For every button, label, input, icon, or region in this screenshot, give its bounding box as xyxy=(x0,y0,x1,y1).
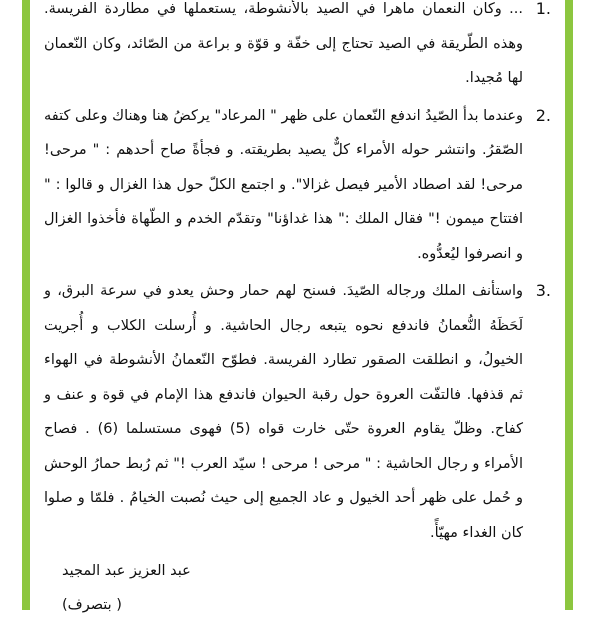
author-name: عبد العزيز عبد المجيد xyxy=(62,563,191,579)
paragraph-text: وعندما بدأ الصّيدُ اندفع النّعمان على ظهر " المرعاد" يركضُ هنا وهناك وعلى كتفه الصّقرُ. وانتشر حوله الأمراء كلٌّ يصيد بطريقته. و فجأةً صاح أحدهم : " مرحى! مرحى! لقد اصطاد الأمير فيصل غزالا". و اجتمع الكلّ حول هذا الغزال و قالوا : " افتتاح ميمون !" فقال الملك :" هذا غداؤنا" وتقدّم الخدم و الطّهاة فأخذوا الغزال و انصرفوا ليُعدُّوه. xyxy=(44,107,523,262)
paragraph-1 xyxy=(44,0,551,96)
adaptation-note: ( بتصرف) xyxy=(62,597,122,613)
paragraph-number: 2. xyxy=(535,105,551,125)
paragraph-number: 3. xyxy=(535,281,551,300)
paragraph-text: واستأنف الملك ورجاله الصّيدَ. فسنح لهم حمار وحش يعدو في سرعة البرق، و لَحَظَهُ النُّعمانُ فاندفع نحوه يتبعه رجال الحاشية. و أُرسلت الكلاب و أُجريت الخيولُ، و انطلقت الصقور تطارد الفريسة. فطوّح النّعمانُ الأنشوطة في الهواء ثم قذفها. فالتفّت العروة حول رقبة الحيوان فاندفع هذا الإمام في قوة و عنف و كفاح. وظلّ يقاوم العروة حتّى خارت قواه (5) فهوى مستسلما (6) . فصاح الأمراء و رجال الحاشية : " مرحى ! مرحى ! سيّد العرب !" ثم رُبط حمارُ الوحش و حُمل على ظهر أحد الخيول و عاد الجميع إلى حيث نُصبت الخيامُ . فلمّا و صلوا كان الغداء مهيّأً. xyxy=(44,283,523,541)
page-border-left xyxy=(22,0,30,610)
paragraph-3 xyxy=(44,274,551,550)
paragraph-number: 1. xyxy=(535,0,551,18)
page-border-right xyxy=(565,0,573,610)
paragraph-2 xyxy=(44,99,551,272)
paragraph-text: ... وكان النعمان ماهرا في الصيد بالأنشوطة، يستعملها في مطاردة الفريسة. وهذه الطّريقة في الصيد تحتاج إلى خفّة و قوّة و براعة من الصّائد، وكان النّعمان لها مُجيدا. xyxy=(44,1,523,86)
document-page xyxy=(44,0,551,613)
